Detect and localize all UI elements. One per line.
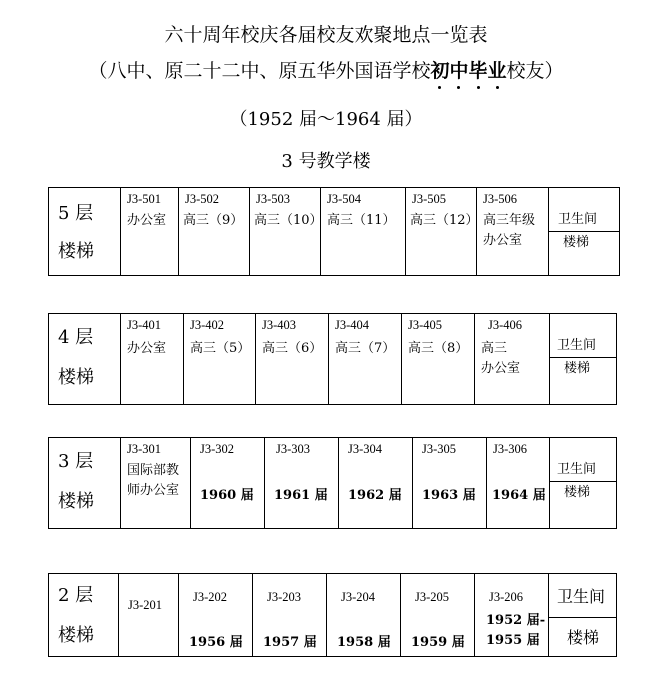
emphasis-char-3: 毕 (469, 56, 488, 83)
restroom-stairs-cell (549, 314, 616, 404)
building-name: 3 号教学楼 (281, 151, 371, 172)
restroom-label: 卫生间 (557, 462, 597, 477)
room-cell (118, 574, 178, 656)
floor-3-table (48, 437, 617, 529)
room-usage: 高三年级 (483, 213, 536, 228)
restroom-label: 卫生间 (557, 587, 606, 606)
room-cell (255, 314, 328, 404)
class-year: 1964 届 (492, 488, 546, 503)
stairs-label: 楼梯 (58, 491, 94, 512)
stairs-label-2: 楼梯 (567, 628, 600, 647)
class-year-line2: 1955 届 (486, 633, 540, 648)
floor-label: 2 层 (58, 585, 94, 606)
room-number: J3-404 (335, 318, 370, 332)
room-number: J3-206 (489, 590, 524, 604)
room-usage: 办公室 (127, 213, 167, 228)
room-cell (120, 314, 183, 404)
floor-label-cell (49, 314, 120, 404)
room-cell (178, 188, 249, 275)
class-year: 1952 届- (486, 613, 546, 628)
floor-label-cell (49, 438, 120, 528)
stairs-label-2: 楼梯 (563, 235, 590, 250)
room-number: J3-201 (128, 598, 163, 612)
room-cell (474, 314, 549, 404)
subtitle-prefix: （八中、原二十二中、原五华外国语学校 (88, 60, 431, 82)
room-usage: 高三（8） (408, 341, 469, 356)
room-cell (320, 188, 405, 275)
room-cell (476, 188, 548, 275)
room-usage: 高三（6） (262, 341, 323, 356)
room-number: J3-405 (408, 318, 443, 332)
room-cell (264, 438, 338, 528)
room-number: J3-203 (267, 590, 302, 604)
room-cell (249, 188, 323, 275)
room-number: J3-406 (488, 318, 523, 332)
room-cell (183, 314, 255, 404)
room-cell (474, 574, 548, 656)
restroom-stairs-cell (549, 438, 616, 528)
room-number: J3-304 (348, 442, 383, 456)
class-year: 1956 届 (189, 635, 243, 650)
floor-5-table (48, 187, 620, 276)
room-number: J3-503 (256, 192, 291, 206)
room-usage-line2: 办公室 (483, 233, 523, 248)
floor-4-table (48, 313, 617, 405)
room-usage: 办公室 (127, 341, 167, 356)
room-number: J3-505 (412, 192, 447, 206)
subtitle-suffix: 校友） (506, 60, 564, 82)
document-title: 六十周年校庆各届校友欢聚地点一览表 (164, 24, 488, 46)
year-range: （1952 届～1964 届） (229, 109, 423, 130)
floor-label-cell (49, 574, 118, 656)
room-usage: 高三 (481, 341, 508, 356)
room-cell (328, 314, 401, 404)
restroom-label: 卫生间 (557, 338, 597, 353)
emphasis-char-4: 业 (488, 56, 507, 83)
room-usage: 高三（5） (190, 341, 251, 356)
room-cell (338, 438, 412, 528)
room-number: J3-306 (493, 442, 528, 456)
room-usage: 高三（7） (335, 341, 396, 356)
stairs-label: 楼梯 (58, 625, 94, 646)
room-usage-line2: 师办公室 (127, 483, 180, 498)
class-year: 1959 届 (411, 635, 465, 650)
restroom-label: 卫生间 (558, 212, 598, 227)
class-year: 1960 届 (200, 488, 254, 503)
room-number: J3-403 (262, 318, 297, 332)
stairs-label-2: 楼梯 (564, 485, 591, 500)
room-usage: 高三（9） (183, 213, 244, 228)
emphasis-char-2: 中 (449, 56, 468, 83)
room-usage: 高三（10） (254, 213, 323, 228)
room-number: J3-303 (276, 442, 311, 456)
room-cell (326, 574, 400, 656)
room-cell (400, 574, 474, 656)
class-year: 1961 届 (274, 488, 328, 503)
floor-label: 5 层 (58, 203, 94, 224)
document-subtitle (0, 56, 652, 83)
floor-label: 4 层 (58, 327, 94, 348)
room-number: J3-501 (127, 192, 162, 206)
room-number: J3-204 (341, 590, 376, 604)
room-cell (120, 188, 178, 275)
room-cell (486, 438, 549, 528)
restroom-stairs-cell (548, 574, 616, 656)
room-cell (252, 574, 326, 656)
room-number: J3-202 (193, 590, 228, 604)
emphasis-char-1: 初 (430, 56, 449, 83)
room-usage: 国际部教 (127, 463, 180, 478)
floor-2-table (48, 573, 617, 657)
class-year: 1962 届 (348, 488, 402, 503)
restroom-stairs-cell (548, 188, 619, 275)
class-year: 1958 届 (337, 635, 391, 650)
room-number: J3-506 (483, 192, 518, 206)
room-number: J3-302 (200, 442, 235, 456)
subtitle-emphasis (430, 60, 506, 82)
room-usage-line2: 办公室 (481, 361, 521, 376)
stairs-label: 楼梯 (58, 367, 94, 388)
room-number: J3-504 (327, 192, 362, 206)
floor-label-cell (49, 188, 120, 275)
floor-label: 3 层 (58, 451, 94, 472)
room-number: J3-401 (127, 318, 162, 332)
room-number: J3-205 (415, 590, 450, 604)
room-cell (178, 574, 252, 656)
room-cell (120, 438, 190, 528)
room-cell (401, 314, 474, 404)
room-number: J3-402 (190, 318, 225, 332)
stairs-label: 楼梯 (58, 241, 94, 262)
class-year: 1963 届 (422, 488, 476, 503)
room-usage: 高三（12） (410, 213, 479, 228)
room-number: J3-301 (127, 442, 162, 456)
room-cell (412, 438, 486, 528)
room-usage: 高三（11） (327, 213, 396, 228)
stairs-label-2: 楼梯 (564, 361, 591, 376)
room-number: J3-502 (185, 192, 220, 206)
room-cell (190, 438, 264, 528)
room-number: J3-305 (422, 442, 457, 456)
class-year: 1957 届 (263, 635, 317, 650)
room-cell (405, 188, 479, 275)
